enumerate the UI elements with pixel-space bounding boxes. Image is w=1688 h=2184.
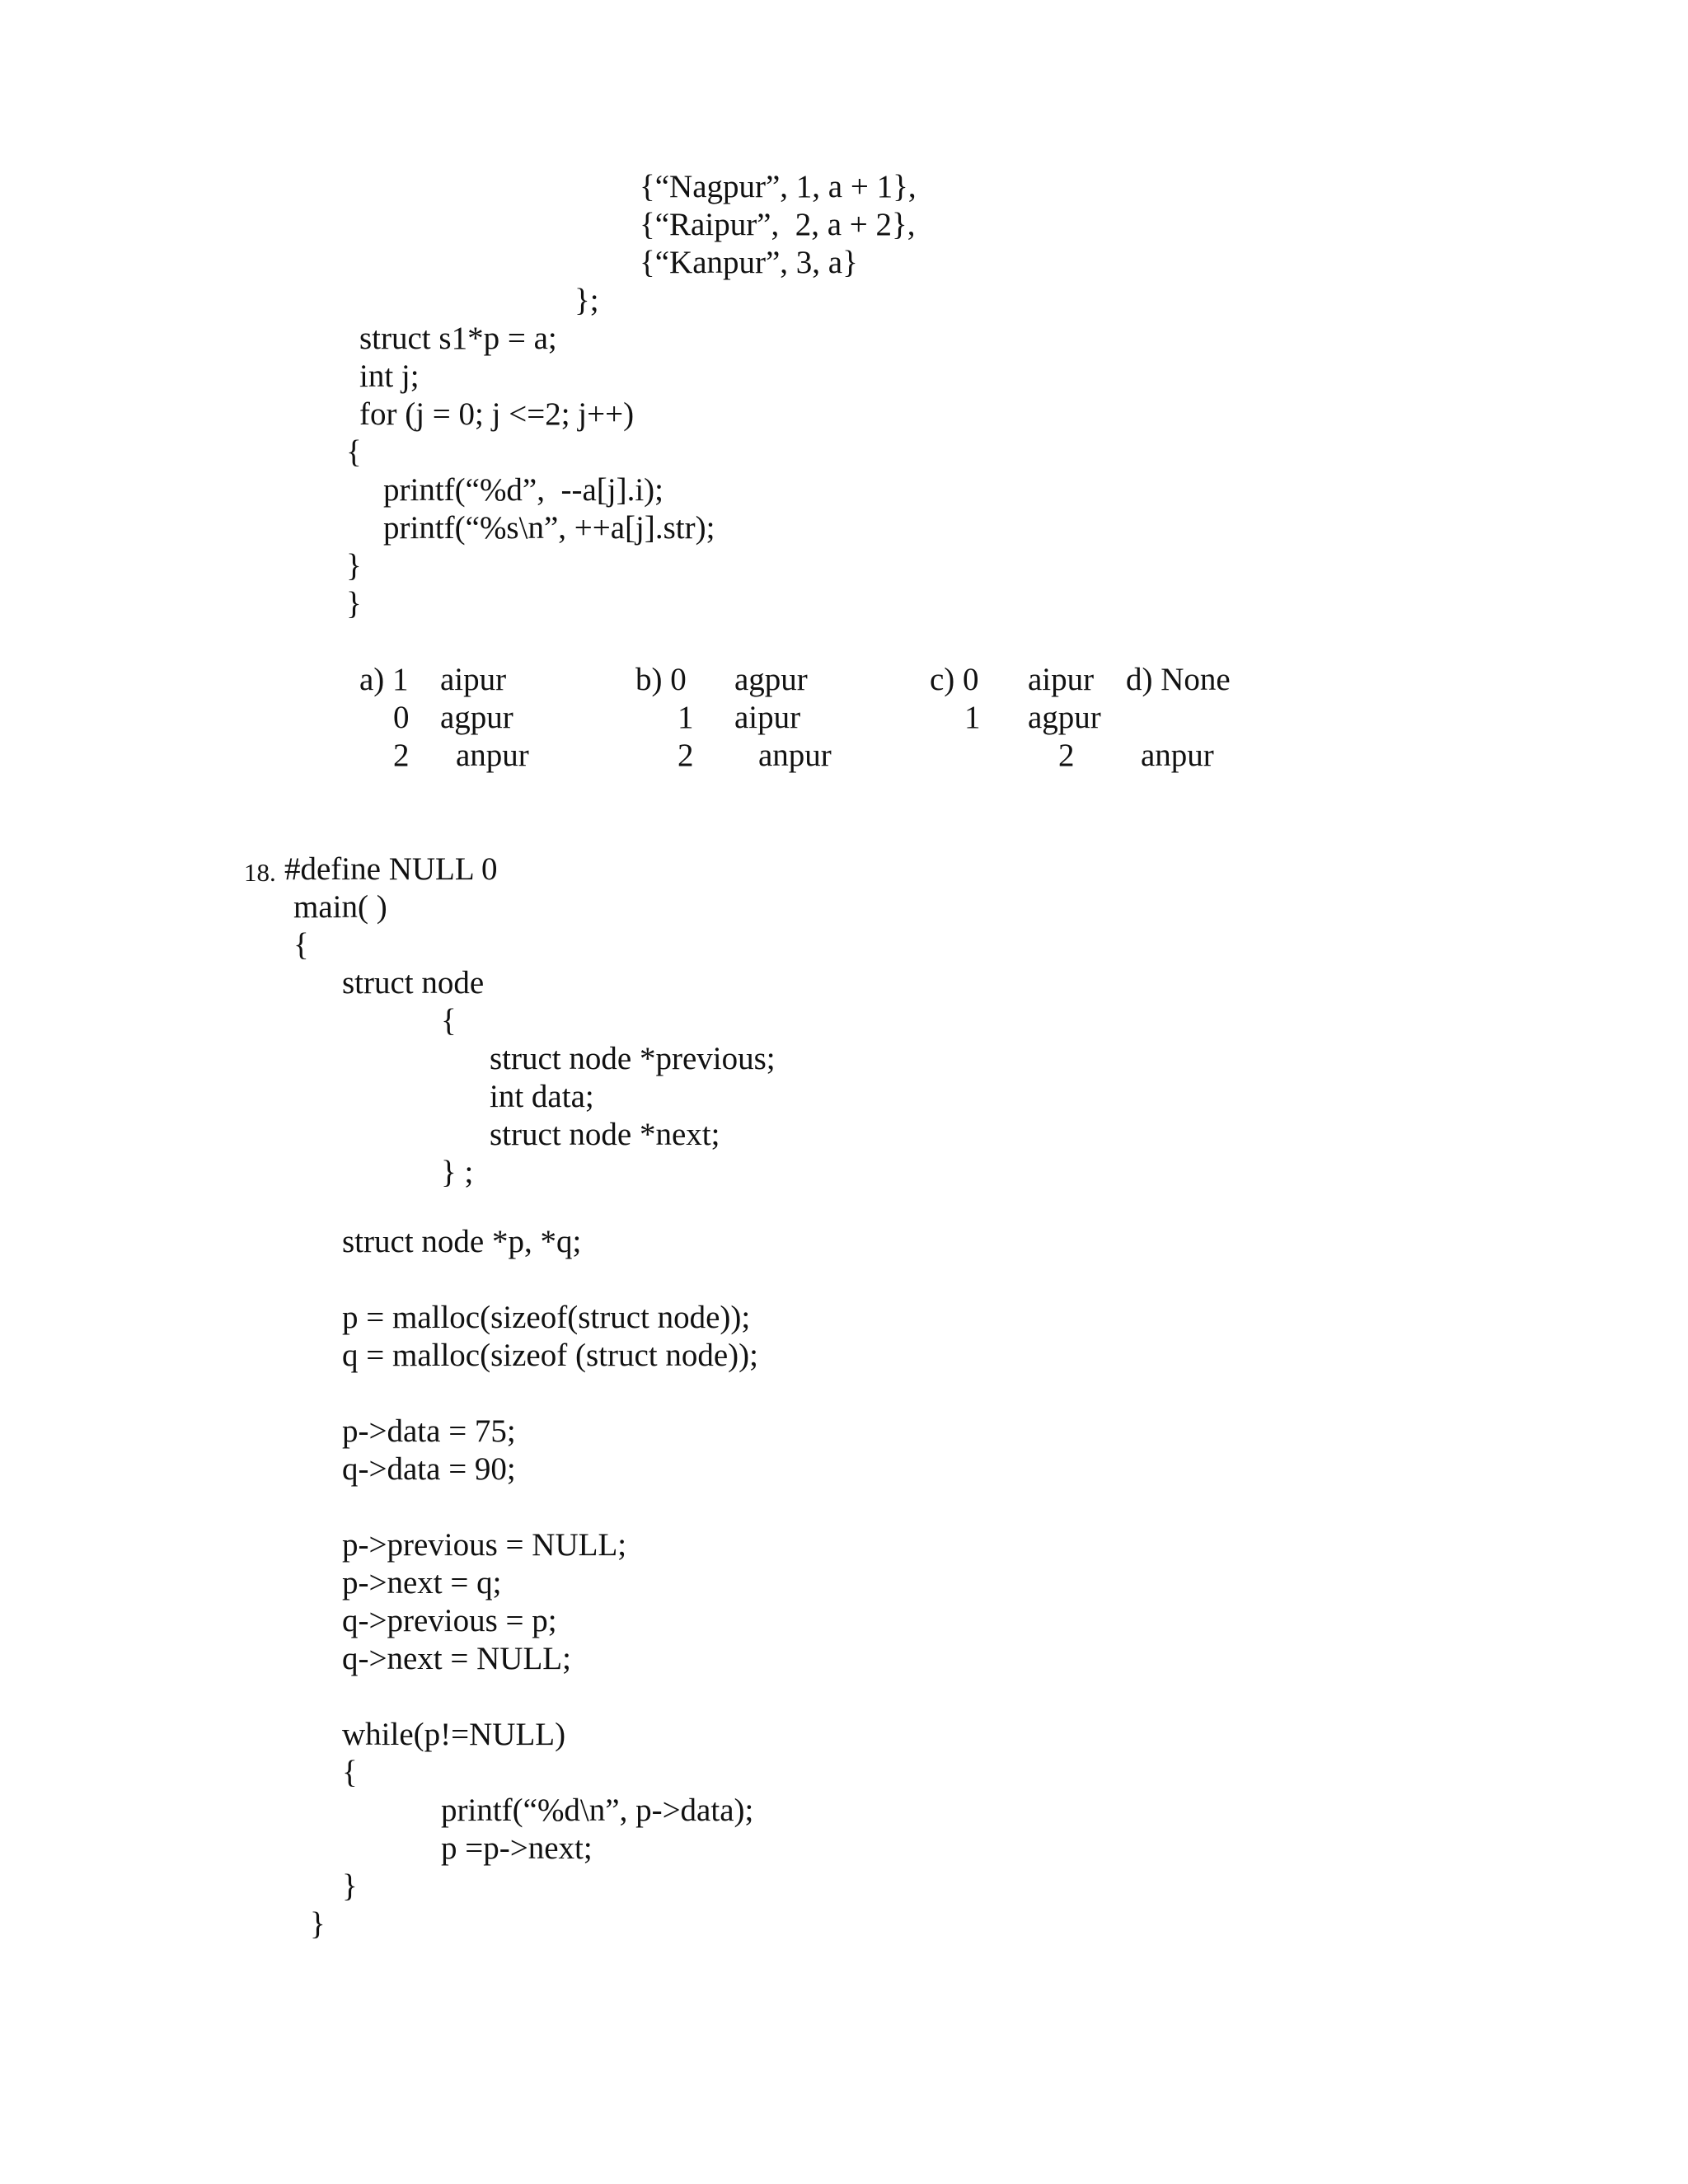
field-previous: struct node *previous;: [490, 1041, 776, 1076]
while-printf-line: printf(“%d\n”, p->data);: [441, 1793, 754, 1828]
option-c-row2-text: agpur: [1028, 700, 1101, 735]
for-loop-line: for (j = 0; j <=2; j++): [359, 396, 635, 432]
option-a-row2-text: agpur: [440, 700, 513, 735]
init-row-kanpur: {“Kanpur”, 3, a}: [640, 245, 858, 280]
assign-q-data-line: q->data = 90;: [342, 1451, 516, 1487]
field-data: int data;: [490, 1079, 594, 1114]
p-next-line: p->next = q;: [342, 1565, 502, 1601]
struct-node-line: struct node: [342, 965, 485, 1001]
option-a-label: a) 1: [359, 662, 409, 697]
init-row-raipur: {“Raipur”, 2, a + 2},: [640, 207, 916, 242]
struct-pointer-decl: struct s1*p = a;: [359, 321, 557, 356]
question-number-18: 18.: [244, 858, 276, 887]
assign-p-data-line: p->data = 75;: [342, 1413, 516, 1449]
option-d-label: d) None: [1126, 662, 1231, 697]
main-open-brace: {: [293, 927, 309, 963]
option-a-row3-text: anpur: [456, 738, 529, 773]
option-a-row3-num: 2: [393, 738, 410, 773]
init-row-nagpur: {“Nagpur”, 1, a + 1},: [640, 169, 917, 204]
q-previous-line: q->previous = p;: [342, 1603, 557, 1638]
option-b-row2-text: aipur: [734, 700, 801, 735]
while-line: while(p!=NULL): [342, 1717, 566, 1752]
advance-pointer-line: p =p->next;: [441, 1830, 593, 1866]
define-null-line: #define NULL 0: [284, 851, 498, 887]
option-c-row1-text: aipur: [1028, 662, 1095, 697]
option-c-row3-text: anpur: [1141, 738, 1214, 773]
option-a-row2-num: 0: [393, 700, 410, 735]
option-b-label: b) 0: [635, 662, 687, 697]
option-b-row2-num: 1: [678, 700, 694, 735]
printf-int-line: printf(“%d”, --a[j].i);: [383, 472, 663, 508]
main-close-brace-18: }: [310, 1906, 326, 1942]
printf-str-line: printf(“%s\n”, ++a[j].str);: [383, 510, 715, 546]
while-close-brace: }: [342, 1868, 358, 1904]
init-close-brace: };: [574, 283, 599, 318]
q-next-line: q->next = NULL;: [342, 1641, 571, 1676]
malloc-p-line: p = malloc(sizeof(struct node));: [342, 1300, 751, 1335]
int-j-decl: int j;: [359, 359, 420, 394]
p-previous-line: p->previous = NULL;: [342, 1527, 627, 1563]
struct-open-brace: {: [441, 1003, 457, 1038]
main-close-brace: }: [346, 586, 362, 621]
option-b-row3-num: 2: [678, 738, 694, 773]
option-a-row1-text: aipur: [440, 662, 507, 697]
option-c-label: c) 0: [930, 662, 979, 697]
for-close-brace: }: [346, 548, 362, 583]
main-signature: main( ): [293, 889, 387, 925]
struct-close-brace: } ;: [441, 1155, 474, 1190]
option-c-row3-num: 2: [1058, 738, 1075, 773]
malloc-q-line: q = malloc(sizeof (struct node));: [342, 1338, 758, 1373]
option-b-row1-text: agpur: [734, 662, 808, 697]
for-open-brace: {: [346, 434, 362, 470]
field-next: struct node *next;: [490, 1117, 720, 1152]
option-c-row2-num: 1: [964, 700, 981, 735]
pointer-decl-line: struct node *p, *q;: [342, 1224, 582, 1259]
while-open-brace: {: [342, 1755, 358, 1790]
option-b-row3-text: anpur: [758, 738, 832, 773]
